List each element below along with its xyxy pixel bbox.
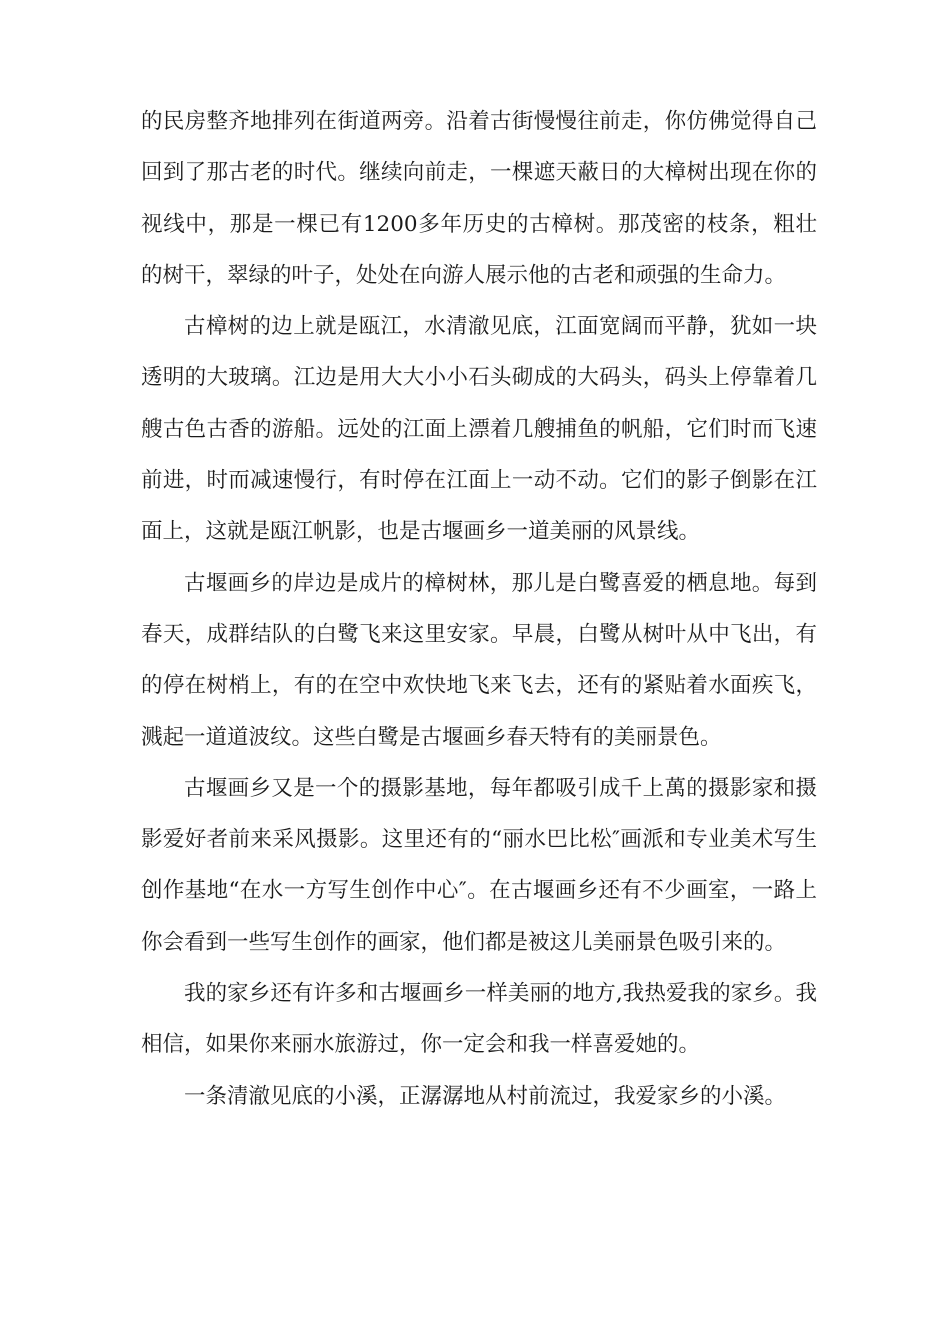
paragraph-stream: 一条清澈见底的小溪，正潺潺地从村前流过，我爱家乡的小溪。: [184, 1083, 787, 1109]
paragraph-photography: 古堰画乡又是一个的摄影基地，每年都吸引成千上萬的摄影家和摄影爱好者前来采风摄影。这里还有的“丽水巴比松″画派和专业美术写生创作基地“在水一方写生创作中心″。在古堰画乡还有不少画室，一路上你会看到一些写生创作的画家，他们都是被这儿美丽景色吸引来的。: [141, 775, 817, 955]
document-body: [141, 96, 817, 1122]
paragraph-hometown: 我的家乡还有许多和古堰画乡一样美丽的地方,我热爱我的家乡。我相信，如果你来丽水旅游过，你一定会和我一样喜爱她的。: [141, 981, 817, 1058]
paragraph-continuation: 的民房整齐地排列在街道两旁。沿着古街慢慢往前走，你仿佛觉得自己回到了那古老的时代。继续向前走，一棵遮天蔽日的大樟树出现在你的视线中，那是一棵已有1200多年历史的古樟树。那茂密的枝条，粗壮的树干，翠绿的叶子，处处在向游人展示他的古老和顽强的生命力。: [141, 109, 817, 288]
paragraph-egrets: 古堰画乡的岸边是成片的樟树林，那儿是白鹭喜爱的栖息地。每到春天，成群结队的白鹭飞来这里安家。早晨，白鹭从树叶从中飞出，有的停在树梢上，有的在空中欢快地飞来飞去，还有的紧贴着水面疾飞，溅起一道道波纹。这些白鹭是古堰画乡春天特有的美丽景色。: [141, 570, 817, 750]
paragraph-oujiang: 古樟树的边上就是瓯江，水清澈见底，江面宽阔而平静，犹如一块透明的大玻璃。江边是用大大小小石头砌成的大码头，码头上停靠着几艘古色古香的游船。远处的江面上漂着几艘捕鱼的帆船，它们时而飞速前进，时而减速慢行，有时停在江面上一动不动。它们的影子倒影在江面上，这就是瓯江帆影，也是古堰画乡一道美丽的风景线。: [141, 314, 817, 545]
